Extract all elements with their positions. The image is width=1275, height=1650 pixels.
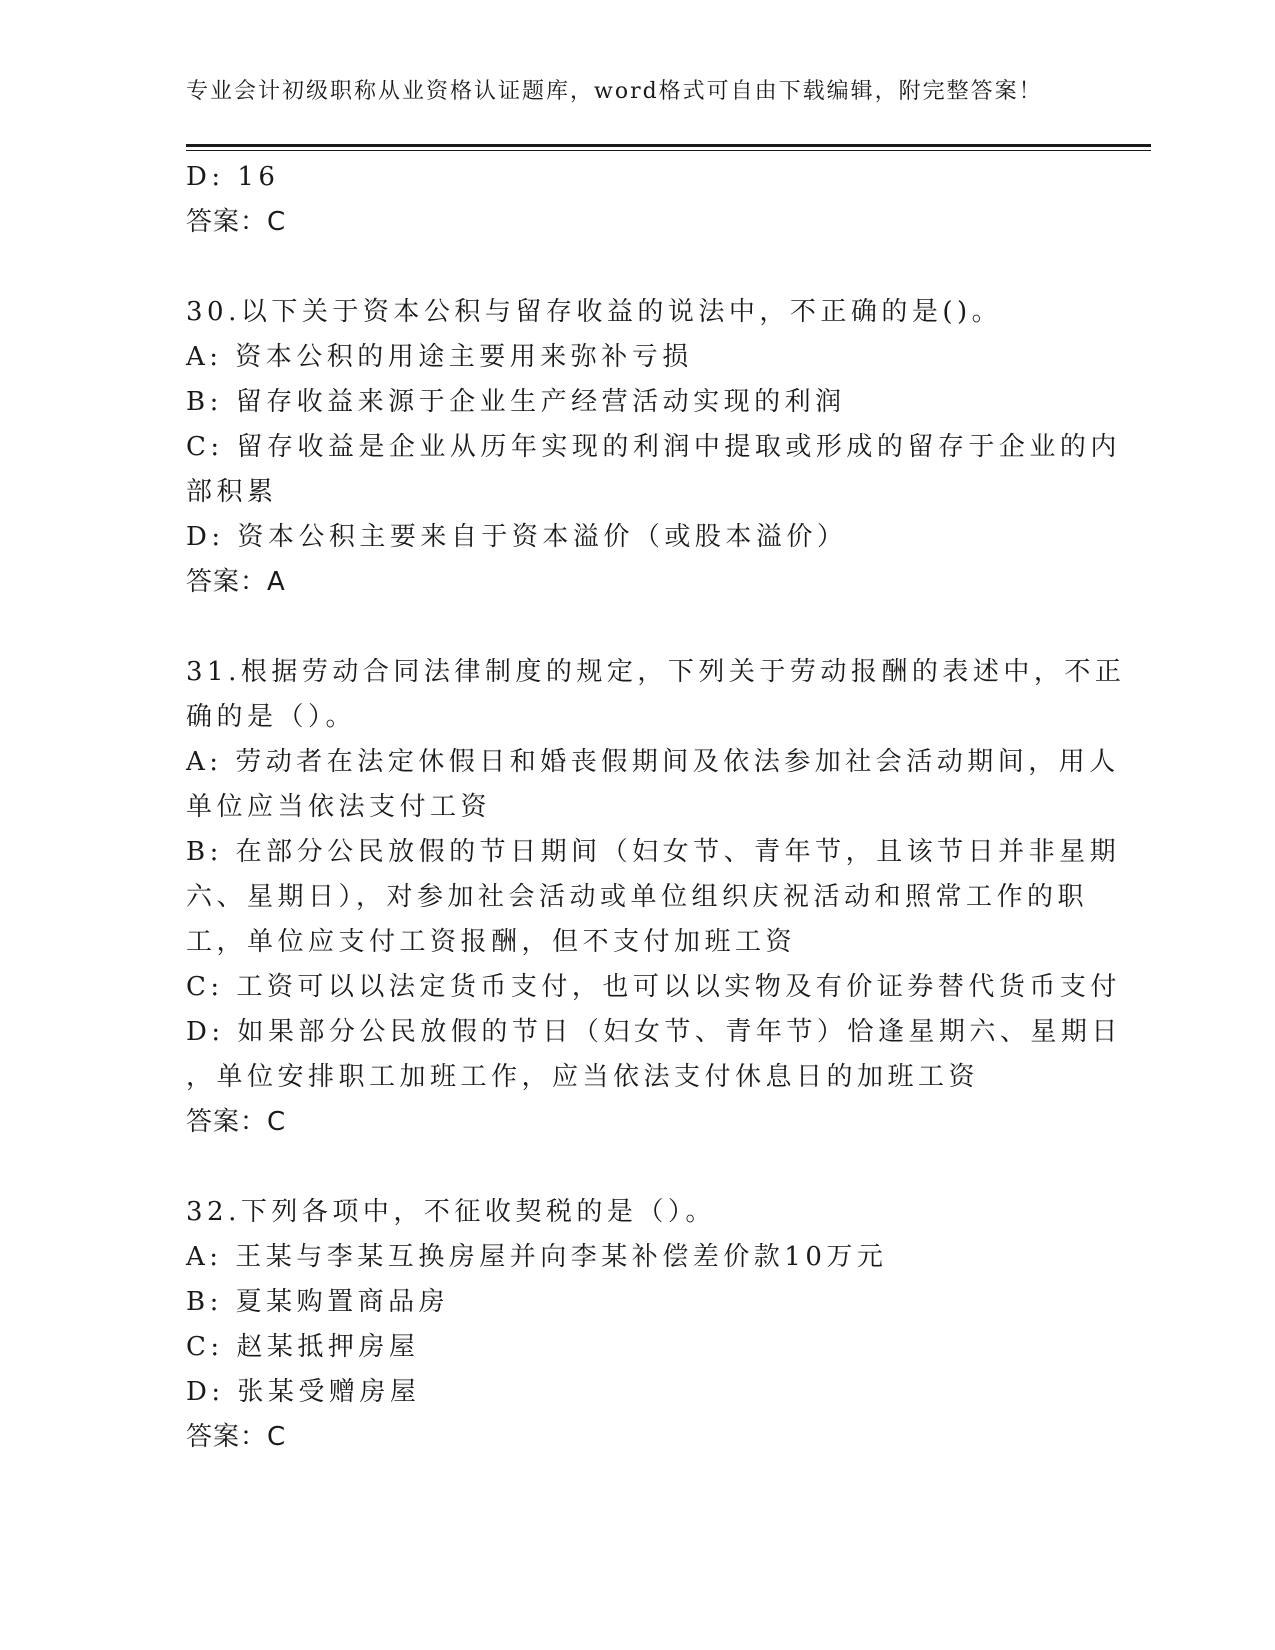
option-line: ，单位安排职工加班工作，应当依法支付休息日的加班工资 (186, 1062, 980, 1092)
option-line: D: 16 (186, 162, 280, 192)
header-rule-thin (186, 150, 1151, 151)
option-line: B: 夏某购置商品房 (186, 1287, 450, 1317)
question-stem: 30.以下关于资本公积与留存收益的说法中，不正确的是()。 (186, 297, 1003, 327)
question-32 (186, 1190, 1076, 1460)
answer-line: 答案：C (186, 1422, 287, 1452)
option-line: D: 资本公积主要来自于资本溢价（或股本溢价） (186, 522, 848, 552)
question-31 (186, 650, 1126, 1145)
answer-line: 答案：A (186, 567, 286, 597)
option-line: C: 赵某抵押房屋 (186, 1332, 420, 1362)
option-line: D: 如果部分公民放假的节日（妇女节、青年节）恰逢星期六、星期日 (186, 1017, 1122, 1047)
option-line: C: 工资可以以法定货币支付，也可以以实物及有价证券替代货币支付 (186, 972, 1121, 1002)
option-line: B: 留存收益来源于企业生产经营活动实现的利润 (186, 387, 846, 417)
question-stem: 31.根据劳动合同法律制度的规定，下列关于劳动报酬的表述中，不正 (186, 657, 1126, 687)
answer-line: 答案：C (186, 1107, 287, 1137)
page-header: 专业会计初级职称从业资格认证题库，word格式可自由下载编辑，附完整答案！ (186, 79, 1043, 104)
question-30 (186, 290, 1121, 605)
option-line: 部积累 (186, 477, 278, 507)
header-rule-thick (186, 144, 1151, 147)
document-content (186, 155, 1126, 1460)
option-line: 单位应当依法支付工资 (186, 792, 492, 822)
option-line: C: 留存收益是企业从历年实现的利润中提取或形成的留存于企业的内 (186, 432, 1121, 462)
answer-line: 答案：C (186, 207, 287, 237)
question-stem: 确的是（）。 (186, 702, 357, 732)
option-line: A: 王某与李某互换房屋并向李某补偿差价款10万元 (186, 1242, 888, 1272)
option-line: B: 在部分公民放假的节日期间（妇女节、青年节，且该节日并非星期 (186, 837, 1121, 867)
option-line: A: 资本公积的用途主要用来弥补亏损 (186, 342, 693, 372)
option-line: 工，单位应支付工资报酬，但不支付加班工资 (186, 927, 797, 957)
prev-question-tail (186, 155, 1076, 245)
option-line: D: 张某受赠房屋 (186, 1377, 421, 1407)
question-stem: 32.下列各项中，不征收契税的是（）。 (186, 1197, 716, 1227)
option-line: 六、星期日），对参加社会活动或单位组织庆祝活动和照常工作的职 (186, 882, 1089, 912)
option-line: A: 劳动者在法定休假日和婚丧假期间及依法参加社会活动期间，用人 (186, 747, 1120, 777)
